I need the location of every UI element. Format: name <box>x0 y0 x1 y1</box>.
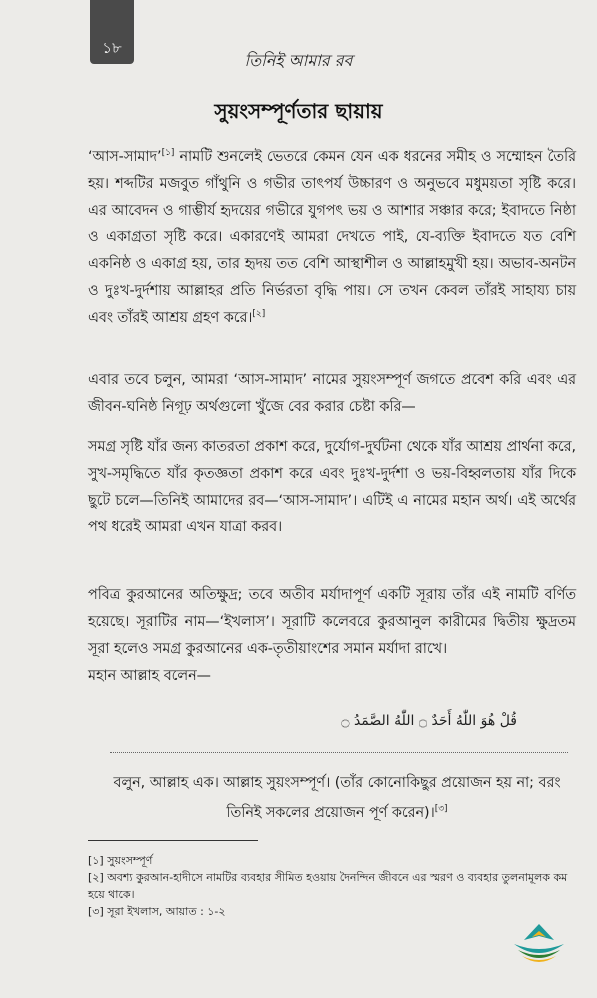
footnote-3: [৩] সূরা ইখলাস, আয়াত : ১-২ <box>88 905 226 918</box>
footnote-ref-2: [২] <box>252 309 266 320</box>
arabic-verse: قُلْ هُوَ اللّٰهُ أَحَدٌ ۝ اللّٰهُ الصَّمَدُ ۝ <box>341 713 517 729</box>
dotted-divider <box>110 752 568 753</box>
verse-translation <box>98 768 576 828</box>
footnotes <box>88 852 578 920</box>
paragraph-1-lead: ‘আস-সামাদ’ <box>88 149 162 165</box>
paragraph-1-text: নামটি শুনলেই ভেতরে কেমন যেন এক ধরনের সমীহ ও সম্মোহন তৈরি হয়। শব্দটির মজবুত গাঁথুনি ও গভীর তাৎপর্য উচ্চারণ ও অনুভবে মধুময়তা সৃষ্টি করে। এর আবেদন ও গাম্ভীর্য হৃদয়ের গভীরে যুগপৎ ভয় ও আশার সঞ্চার করে; ইবাদতে নিষ্ঠা ও একাগ্রতা সৃষ্টি করে। একারণেই আমরা দেখতে পাই, যে-ব্যক্তি ইবাদতে যত বেশি একনিষ্ঠ ও একাগ্র হয়, তার হৃদয় তত বেশি আস্থাশীল ও আল্লাহমুখী হয়। অভাব-অনটন ও দুঃখ-দুর্দশায় আল্লাহর প্রতি নির্ভরতা বৃদ্ধি পায়। সে তখন কেবল তাঁরই সাহায্য চায় এবং তাঁরই আশ্রয় গ্রহণ করে। <box>88 149 576 326</box>
running-title: তিনিই আমার রব <box>244 51 353 70</box>
publisher-logo-icon <box>508 920 570 968</box>
paragraph-5: মহান আল্লাহ বলেন— <box>88 668 211 684</box>
paragraph-2: এবার তবে চলুন, আমরা ‘আস-সামাদ’ নামের সুয়ংসম্পূর্ণ জগতে প্রবেশ করি এবং এর জীবন-ঘনিষ্ঠ নিগূঢ় অর্থগুলো খুঁজে বের করার চেষ্টা করি— <box>88 372 576 415</box>
footnote-ref-1: [১] <box>161 148 175 159</box>
footnote-rule <box>88 840 258 841</box>
paragraph-3: সমগ্র সৃষ্টি যাঁর জন্য কাতরতা প্রকাশ করে, দুর্যোগ-দুর্ঘটনা থেকে যাঁর আশ্রয় প্রার্থনা করে, সুখ-সমৃদ্ধিতে যাঁর কৃতজ্ঞতা প্রকাশ করে এবং দুঃখ-দুর্দশা ও ভয়-বিহ্বলতায় যাঁর দিকে ছুটে চলে—তিনিই আমাদের রব—‘আস-সামাদ’। এটিই এ নামের মহান অর্থ। এই অর্থের পথ ধরেই আমরা এখন যাত্রা করব। <box>88 439 576 536</box>
paragraph-4: পবিত্র কুরআনের অতিক্ষুদ্র; তবে অতীব মর্যাদাপূর্ণ একটি সূরায় তাঁর এই নামটি বর্ণিত হয়েছে। সূরাটির নাম—‘ইখলাস’। সূরাটি কলেবরে কুরআনুল কারীমের দ্বিতীয় ক্ষুদ্রতম সূরা হলেও সমগ্র কুরআনের এক-তৃতীয়াংশের সমান মর্যাদা রাখে। <box>88 587 576 657</box>
footnote-ref-3: [৩] <box>434 804 448 815</box>
paragraph-1 <box>88 144 576 332</box>
footnote-2: [২] অবশ্য কুরআন-হাদীসে নামটির ব্যবহার সীমিত হওয়ায় দৈনন্দিন জীবনে এর স্মরণ ও ব্যবহার তুলনামূলক কম হয়ে থাকে। <box>88 871 568 901</box>
footnote-1: [১] সুয়ংসম্পূর্ণ <box>88 854 153 867</box>
section-title: সুয়ংসম্পূর্ণতার ছায়ায় <box>214 99 383 123</box>
page-number: ১৮ <box>102 39 122 57</box>
translation-text: বলুন, আল্লাহ এক। আল্লাহ সুয়ংসম্পূর্ণ। (তাঁর কোনোকিছুর প্রয়োজন হয় না; বরং তিনিই সকলের প্রয়োজন পূর্ণ করেন)। <box>113 775 561 821</box>
